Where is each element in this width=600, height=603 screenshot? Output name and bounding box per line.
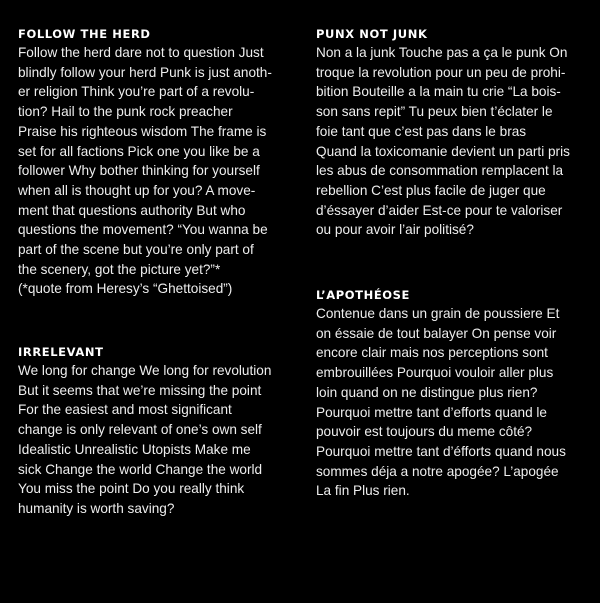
lyrics-section-follow-the-herd xyxy=(18,27,288,299)
song-title: PUNX NOT JUNK xyxy=(316,27,428,41)
song-lyrics: Contenue dans un grain de poussiere Et on éssaie de tout balayer On pense voir encore clair mais nos perceptions sont embrouillées Pourquoi vouloir aller plus loin quand on ne distingue plus rien? Pourquoi mettre tant d’efforts quand le pouvoir est toujours du meme côté? Pourquoi mettre tant d’éfforts quand nous sommes déja a notre apogée? L’apogée La fin Plus rien. xyxy=(316,306,566,499)
song-lyrics: Non a la junk Touche pas a ça le punk On troque la revolution pour un peu de prohi- bition Bouteille a la main tu crie “La bois- son sans repit” Tu peux bien t’éclater le foie tant que c’est pas dans le bras Quand la toxicomanie devient un parti pris les abus de consommation remplacent la rebellion C’est plus facile de juger que d’éssayer d’aider Est-ce pour te valoriser ou pour avoir l’air politisé? xyxy=(316,45,570,238)
lyrics-section-punx-not-junk xyxy=(316,27,586,240)
song-title: L’APOTHÉOSE xyxy=(316,288,410,302)
song-lyrics: We long for change We long for revolution But it seems that we’re missing the point For the easiest and most significant change is only relevant of one’s own self Idealistic Unrealistic Utopists Make me sick Change the world Change the world You miss the point Do you really think humanity is worth saving? xyxy=(18,363,272,516)
lyrics-section-lapotheose xyxy=(316,288,586,501)
song-lyrics: Follow the herd dare not to question Just blindly follow your herd Punk is just anoth- er religion Think you’re part of a revolu- tion? Hail to the punk rock preacher Praise his righteous wisdom The frame is set for all factions Pick one you like be a follower Why bother thinking for yourself when all is thought up for you? A move- ment that questions authority But who questions the movement? “You wanna be part of the scene but you’re only part of the scenery, got the picture yet?”* (*quote from Heresy’s “Ghettoised”) xyxy=(18,45,272,297)
song-title: IRRELEVANT xyxy=(18,345,104,359)
lyrics-section-irrelevant xyxy=(18,345,288,519)
song-title: FOLLOW THE HERD xyxy=(18,27,151,41)
